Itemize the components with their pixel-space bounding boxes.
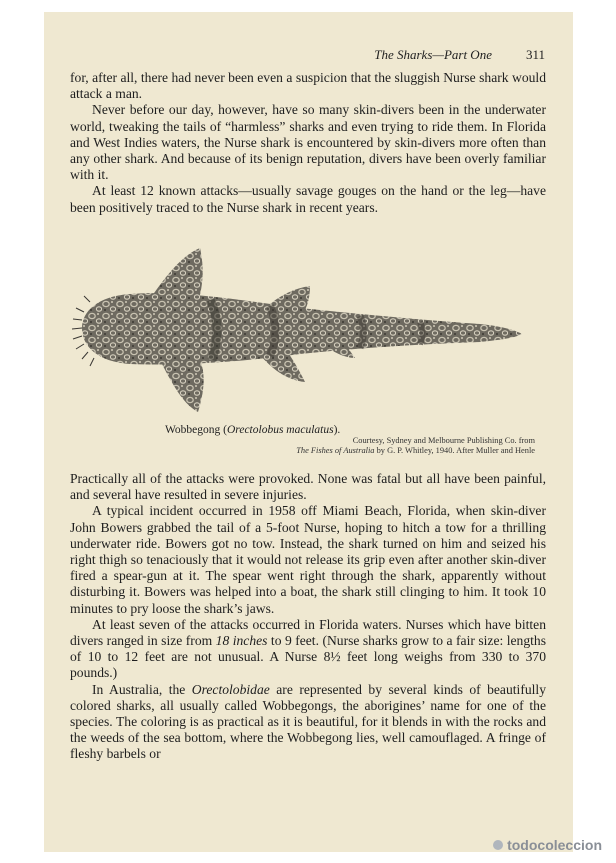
paragraph: At least 12 known attacks—usually savage gouges on the hand or the leg—have been positively traced to the Nurse shark in recent years. (70, 183, 546, 215)
book-page (44, 12, 573, 852)
running-head (374, 47, 545, 63)
paragraph: for, after all, there had never been even a suspicion that the sluggish Nurse shark would attack a man. (70, 70, 546, 102)
paragraph: In Australia, the Orectolobidae are represented by several kinds of beautifully colored sharks, all usually called Wobbegongs, the aborigines’ name for one of the species. The coloring is as practical as it is beautiful, for it blends in with the rocks and the weeds of the sea bottom, where the Wobbegong lies, well camouflaged. A fringe of fleshy barbels or (70, 681, 546, 762)
watermark-logo: todocoleccion (493, 837, 602, 853)
watermark-icon (493, 840, 503, 850)
paragraph: At least seven of the attacks occurred in Florida waters. Nurses which have bitten divers ranged in size from 18 inches to 9 feet. (Nurse sharks grow to a fair size: lengths of 10 to 12 feet are not unusual. A Nurse 8½ feet long weighs from 330 to 370 pounds.) (70, 616, 546, 681)
chapter-title: The Sharks—Part One (374, 47, 492, 62)
text-block-top (70, 70, 546, 216)
figure-credit: Courtesy, Sydney and Melbourne Publishing Co. from The Fishes of Australia by G. P. Whitley, 1940. After Muller and Henle (296, 436, 535, 455)
paragraph: Never before our day, however, have so many skin-divers been in the underwater world, tweaking the tails of “harmless” sharks and even trying to ride them. In Florida and West Indies waters, the Nurse shark is encountered by skin-divers more often than any other shark. And because of its benign reputation, divers have been overly familiar with it. (70, 102, 546, 183)
figure-caption: Wobbegong (Orectolobus maculatus). (165, 424, 341, 436)
wobbegong-illustration (60, 240, 525, 420)
paragraph: Practically all of the attacks were provoked. None was fatal but all have been painful, and several have resulted in severe injuries. (70, 471, 546, 503)
text-block-bottom (70, 471, 546, 763)
paragraph: A typical incident occurred in 1958 off Miami Beach, Florida, when skin-diver John Bowers grabbed the tail of a 5-foot Nurse, hoping to hitch a tow for a thrilling underwater ride. Bowers got no tow. Instead, the shark turned on him and seized his right thigh so tenaciously that it would not release its grip even after another skin-diver fired a spear-gun at it. The spear went right through the shark, apparently without disturbing it. Bowers was helped into a boat, the shark still clinging to him. It took 10 minutes to pry loose the shark’s jaws. (70, 503, 546, 616)
page-number: 311 (525, 47, 545, 62)
